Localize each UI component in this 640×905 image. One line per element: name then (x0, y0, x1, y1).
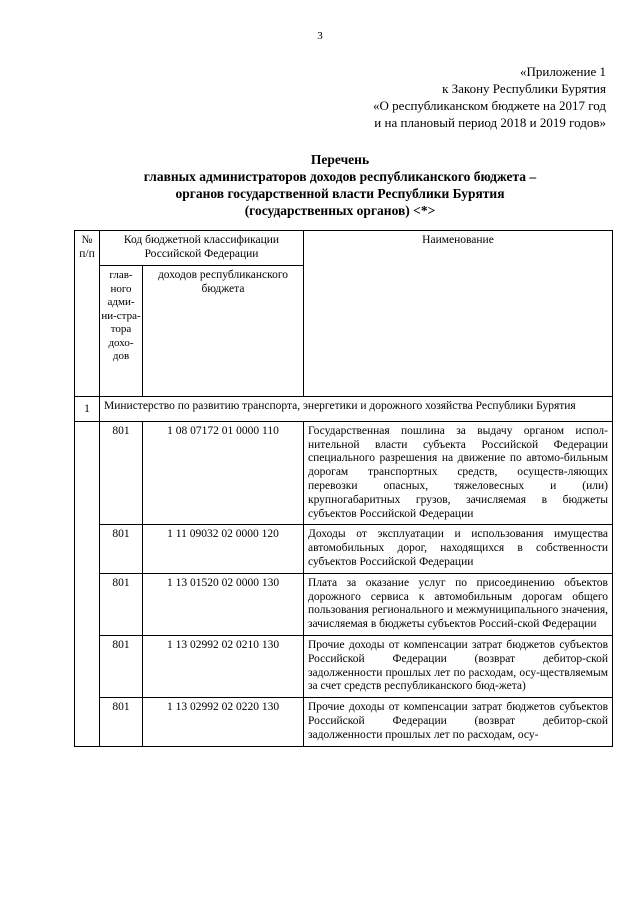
header-name: Наименование (304, 231, 613, 397)
table-row (75, 525, 613, 573)
revenue-code-cell: 1 08 07172 01 0000 110 (143, 421, 304, 525)
revenue-name-cell: Государственная пошлина за выдачу органом испол-нительной власти субъекта Российской Федерации специального разрешения на движение по автомо-бильным дорогам транспортных средств, осуществ-ляющих перевозки опасных, тяжеловесных и (или) крупногабаритных грузов, зачисляемая в бюджеты субъектов Российской Федерации (304, 421, 613, 525)
table-row (75, 635, 613, 697)
appendix-line: «О республиканском бюджете на 2017 год (372, 98, 606, 113)
ministry-row (75, 397, 613, 422)
ministry-name: Министерство по развитию транспорта, энергетики и дорожного хозяйства Республики Бурятия (100, 397, 613, 422)
title-line: Перечень (310, 152, 370, 167)
admin-code-cell: 801 (100, 573, 143, 635)
table-row (75, 573, 613, 635)
title-line: главных администраторов доходов республиканского бюджета – (143, 169, 537, 184)
revenue-name-cell: Доходы от эксплуатации и использования имущества автомобильных дорог, находящихся в собственности субъектов Российской Федерации (304, 525, 613, 573)
page-number: 3 (317, 30, 323, 42)
admin-code-cell: 801 (100, 698, 143, 746)
admin-code-cell: 801 (100, 635, 143, 697)
admin-code-cell: 801 (100, 525, 143, 573)
ministry-number: 1 (75, 397, 100, 422)
revenue-code-cell: 1 13 02992 02 0210 130 (143, 635, 304, 697)
administrators-table (74, 230, 613, 747)
revenue-name-cell: Плата за оказание услуг по присоединению объектов дорожного сервиса к автомобильным дорогам общего пользования регионального и межмуниципального значения, зачисляемая в бюджеты субъектов Россий-ской Федерации (304, 573, 613, 635)
revenue-code-cell: 1 13 02992 02 0220 130 (143, 698, 304, 746)
header-revenue-code: доходов республиканского бюджета (143, 266, 304, 397)
revenue-name-cell: Прочие доходы от компенсации затрат бюджетов субъектов Российской Федерации (возврат дебитор-ской задолженности прошлых лет по расходам, осу-ществляемым за счет средств республиканского бюд-жета) (304, 635, 613, 697)
header-number: № п/п (75, 231, 100, 397)
empty-number-cell (75, 421, 100, 746)
document-title (60, 151, 620, 219)
table-row (75, 698, 613, 746)
admin-code-cell: 801 (100, 421, 143, 525)
header-admin-code: глав-ного адми-ни-стра-тора дохо-дов (100, 266, 143, 397)
revenue-code-cell: 1 13 01520 02 0000 130 (143, 573, 304, 635)
appendix-reference (373, 63, 606, 131)
appendix-line: и на плановый период 2018 и 2019 годов» (374, 115, 606, 130)
revenue-code-cell: 1 11 09032 02 0000 120 (143, 525, 304, 573)
title-line: органов государственной власти Республики Бурятия (175, 186, 505, 201)
appendix-line: к Закону Республики Бурятия (442, 81, 606, 96)
table-header-row (75, 231, 613, 266)
table-row (75, 421, 613, 525)
title-line: (государственных органов) <*> (244, 203, 436, 218)
appendix-line: «Приложение 1 (519, 64, 606, 79)
revenue-name-cell: Прочие доходы от компенсации затрат бюджетов субъектов Российской Федерации (возврат дебитор-ской задолженности прошлых лет по расходам, осу- (304, 698, 613, 746)
header-code-group: Код бюджетной классификации Российской Федерации (100, 231, 304, 266)
